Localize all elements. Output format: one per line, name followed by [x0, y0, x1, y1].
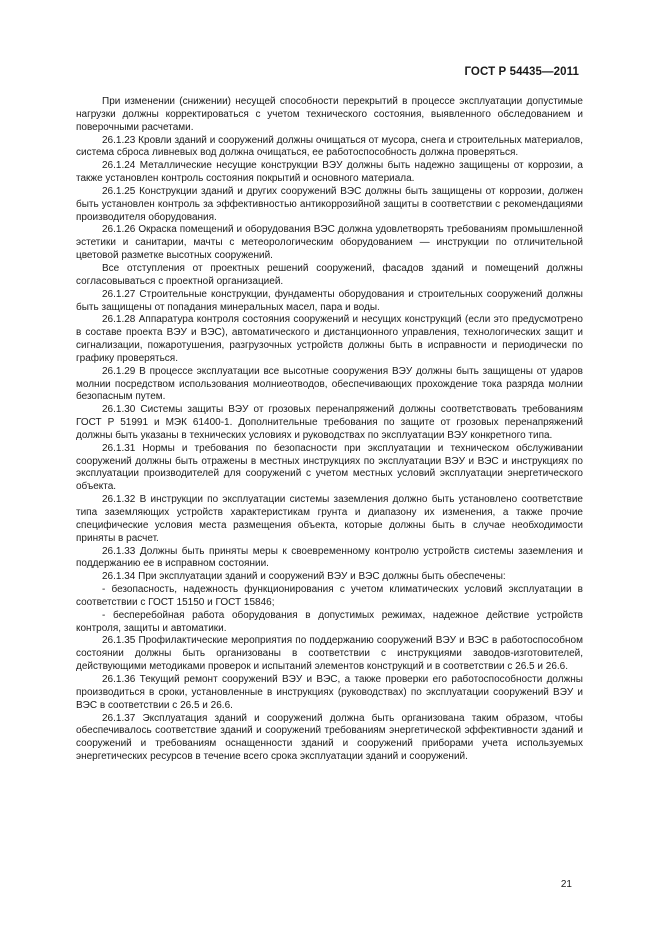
clause-26-1-37: 26.1.37 Эксплуатация зданий и сооружений должна быть организована таким образом, чтобы обеспечивалось соответствие зданий и сооружений требованиям энергетической эффективности зданий и сооружений и требованиям оснащенности зданий и сооружений приборами учета используемых энергетических ресурсов в течение всего срока эксплуатации зданий и сооружений. — [76, 712, 583, 763]
clause-26-1-30: 26.1.30 Системы защиты ВЭУ от грозовых перенапряжений должны соответствовать требованиям ГОСТ Р 51991 и МЭК 61400-1. Дополнительные требования по защите от грозовых перенапряжений должны быть указаны в технических условиях и руководствах по эксплуатации ВЭУ конкретного типа. — [76, 404, 583, 441]
page-number: 21 — [560, 879, 572, 890]
clause-26-1-33: 26.1.33 Должны быть приняты меры к своевременному контролю устройств системы заземления и поддержанию ее в исправном состоянии. — [76, 545, 583, 570]
clause-26-1-23: 26.1.23 Кровли зданий и сооружений должны очищаться от мусора, снега и строительных материалов, система сброса ливневых вод должна очищаться, ее работоспособность должна проверяться. — [76, 134, 583, 159]
document-body — [76, 96, 583, 764]
clause-26-1-24: 26.1.24 Металлические несущие конструкции ВЭУ должны быть надежно защищены от коррозии, а также установлен контроль состояния покрытий и основного материала. — [76, 160, 583, 185]
clause-26-1-36: 26.1.36 Текущий ремонт сооружений ВЭУ и ВЭС, а также проверки его работоспособности должны производиться в сроки, установленные в инструкциях (руководствах) по эксплуатации сооружений ВЭУ и ВЭС в соответствии с 26.5 и 26.6. — [76, 673, 583, 711]
list-item-safety: - безопасность, надежность функционирования с учетом климатических условий эксплуатации в соответствии с ГОСТ 15150 и ГОСТ 15846; — [76, 584, 583, 608]
paragraph-deviations: Все отступления от проектных решений сооружений, фасадов зданий и помещений должны согласовываться с проектной организацией. — [76, 262, 583, 287]
clause-26-1-29: 26.1.29 В процессе эксплуатации все высотные сооружения ВЭУ должны быть защищены от ударов молнии посредством использования молниеотводов, обеспечивающих прохождение тока разряда молнии безопасным путем. — [76, 365, 583, 403]
clause-26-1-26: 26.1.26 Окраска помещений и оборудования ВЭС должна удовлетворять требованиям промышленной эстетики и санитарии, мачты с метеорологическим оборудованием — инструкции по отличительной цветовой разметке высотных сооружений. — [76, 224, 583, 262]
clause-26-1-27: 26.1.27 Строительные конструкции, фундаменты оборудования и строительных сооружений должны быть защищены от попадания минеральных масел, пара и воды. — [76, 288, 583, 313]
standard-header: ГОСТ Р 54435—2011 — [464, 66, 579, 78]
paragraph-load-change: При изменении (снижении) несущей способности перекрытий в процессе эксплуатации допустимые нагрузки должны корректироваться с учетом технического состояния, выявленного обследованием и поверочными расчетами. — [76, 96, 583, 133]
clause-26-1-25: 26.1.25 Конструкции зданий и других сооружений ВЭС должны быть защищены от коррозии, должен быть установлен контроль за эффективностью антикоррозийной защиты в соответствии с рекомендациями производителя оборудования. — [76, 185, 583, 223]
clause-26-1-31: 26.1.31 Нормы и требования по безопасности при эксплуатации и техническом обслуживании сооружений должны быть отражены в местных инструкциях по эксплуатации ВЭУ и ВЭС и инструкциях по эксплуатации производителей для сооружений с учетом местных условий эксплуатации энергетического объекта. — [76, 442, 583, 493]
clause-26-1-32: 26.1.32 В инструкции по эксплуатации системы заземления должно быть установлено соответствие типа заземляющих устройств характеристикам грунта и диапазону их изменения, а также прочие специфические условия места размещения объекта, которые должны быть в случае необходимости приняты в расчет. — [76, 494, 583, 544]
clause-26-1-34: 26.1.34 При эксплуатации зданий и сооружений ВЭУ и ВЭС должны быть обеспечены: — [102, 571, 506, 583]
list-item-operation: - бесперебойная работа оборудования в допустимых режимах, надежное действие устройств контроля, защиты и автоматики. — [76, 609, 583, 634]
clause-26-1-35: 26.1.35 Профилактические мероприятия по поддержанию сооружений ВЭУ и ВЭС в работоспособном состоянии должны быть организованы в соответствии с инструкциями заводов-изготовителей, действующими методиками проверок и испытаний элементов конструкций и в соответствии с 26.5 и 26.6. — [76, 635, 583, 673]
clause-26-1-28: 26.1.28 Аппаратура контроля состояния сооружений и несущих конструкций (если это предусмотрено в составе проекта ВЭУ и ВЭС), автоматического и дистанционного управления, технологических защит и сигнализации, пожаротушения, разгрузочных устройств должны быть в исправности и периодически по графику проверяться. — [76, 314, 583, 364]
